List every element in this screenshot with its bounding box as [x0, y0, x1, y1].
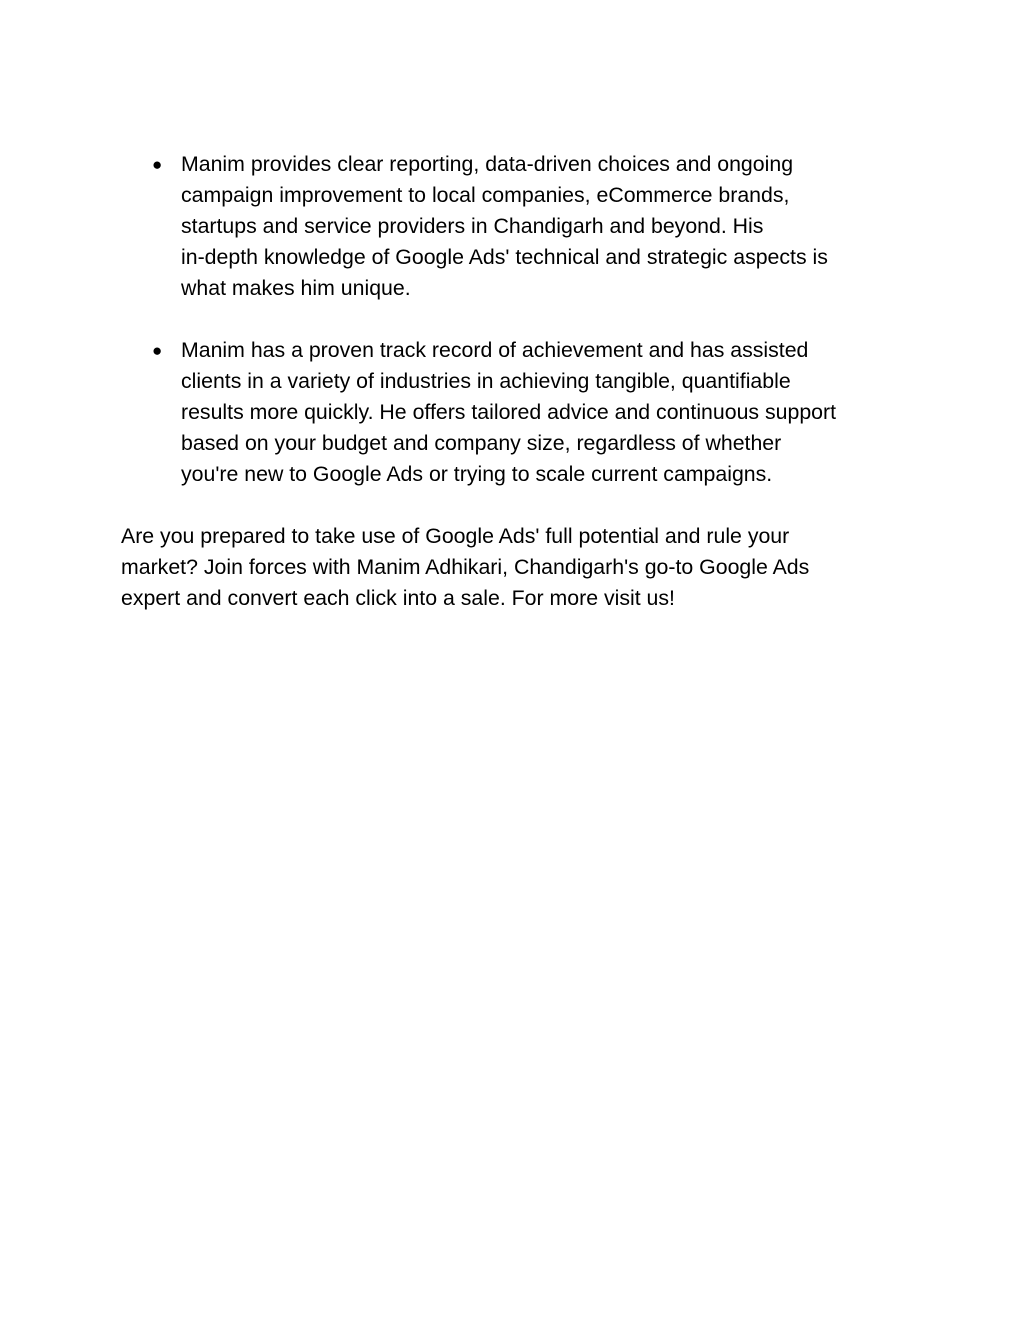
- text-line: Are you prepared to take use of Google Ads' full potential and rule your: [121, 524, 790, 548]
- text-line: in-depth knowledge of Google Ads' technical and strategic aspects is: [181, 245, 828, 269]
- bullet-text: [181, 149, 911, 304]
- text-line: results more quickly. He offers tailored advice and continuous support: [181, 400, 837, 424]
- text-line: clients in a variety of industries in achieving tangible, quantifiable: [181, 369, 791, 393]
- bullet-list: [121, 149, 911, 490]
- text-line: Manim provides clear reporting, data-driven choices and ongoing: [181, 152, 794, 176]
- text-line: market? Join forces with Manim Adhikari, Chandigarh's go-to Google Ads: [121, 555, 810, 579]
- text-line: Manim has a proven track record of achievement and has assisted: [181, 338, 809, 362]
- text-line: based on your budget and company size, regardless of whether: [181, 431, 782, 455]
- bullet-text: [181, 335, 911, 490]
- bullet-dot-icon: ●: [152, 155, 163, 174]
- text-line: expert and convert each click into a sale. For more visit us!: [121, 586, 675, 610]
- document-body: [121, 149, 911, 614]
- text-line: startups and service providers in Chandigarh and beyond. His: [181, 214, 764, 238]
- bullet-item-track-record: [121, 335, 911, 490]
- bullet-dot-icon: ●: [152, 341, 163, 360]
- text-line: you're new to Google Ads or trying to scale current campaigns.: [181, 462, 773, 486]
- text-line: campaign improvement to local companies, eCommerce brands,: [181, 183, 790, 207]
- closing-paragraph: [121, 521, 911, 614]
- text-line: what makes him unique.: [181, 276, 411, 300]
- bullet-item-reporting: [121, 149, 911, 304]
